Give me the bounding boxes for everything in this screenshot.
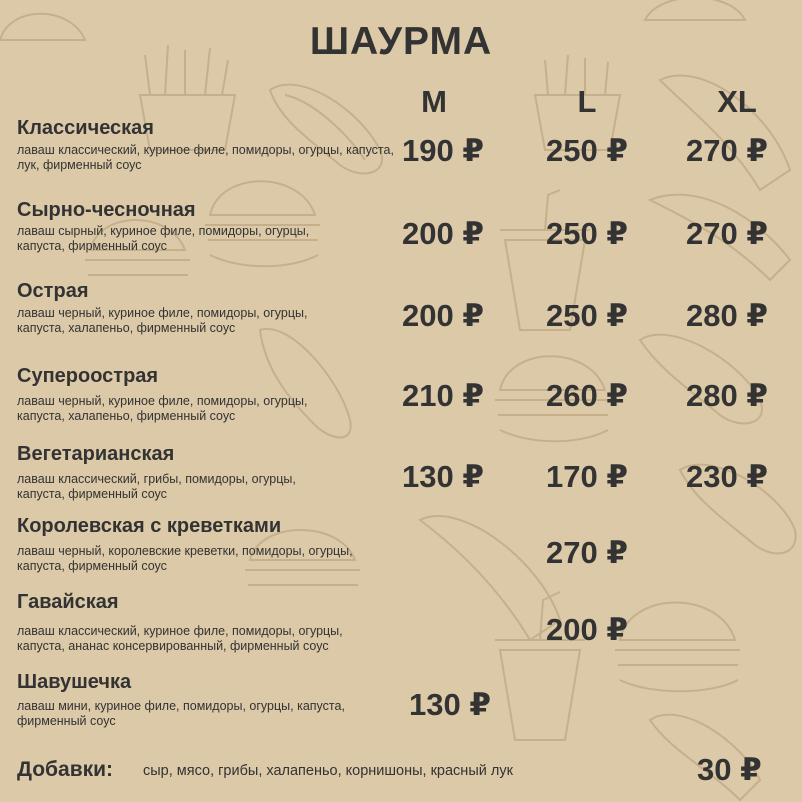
price-xl: 270 ₽ [686, 133, 768, 168]
price-l: 270 ₽ [546, 535, 628, 570]
size-m-header: M [421, 84, 447, 119]
price-m: 210 ₽ [402, 378, 484, 413]
price-xl: 270 ₽ [686, 216, 768, 251]
item-name: Острая [17, 280, 89, 302]
item-description: лаваш сырный, куриное филе, помидоры, огурцы, капуста, фирменный соус [17, 224, 310, 253]
size-l-header: L [577, 84, 597, 119]
price-l: 170 ₽ [546, 459, 628, 494]
price-l: 260 ₽ [546, 378, 628, 413]
price-l: 250 ₽ [546, 298, 628, 333]
price-m: 130 ₽ [402, 459, 484, 494]
price-l: 250 ₽ [546, 216, 628, 251]
item-description: лаваш классический, куриное филе, помидоры, огурцы, капуста, ананас консервированный, фирменный соус [17, 624, 343, 653]
addons-price: 30 ₽ [697, 752, 762, 787]
item-name: Супероострая [17, 365, 159, 387]
price-xl: 280 ₽ [686, 298, 768, 333]
addons-list: сыр, мясо, грибы, халапеньо, корнишоны, красный лук [143, 763, 513, 779]
item-description: лаваш черный, куриное филе, помидоры, огурцы, капуста, халапеньо, фирменный соус [17, 394, 308, 423]
price-l: 250 ₽ [546, 133, 628, 168]
price-xl: 280 ₽ [686, 378, 768, 413]
item-description: лаваш мини, куриное филе, помидоры, огурцы, капуста, фирменный соус [17, 699, 345, 728]
item-description: лаваш черный, королевские креветки, помидоры, огурцы, капуста, фирменный соус [17, 544, 353, 573]
price-m: 200 ₽ [402, 298, 484, 333]
wrap-icon-2 [420, 516, 560, 640]
price-xl: 230 ₽ [686, 459, 768, 494]
item-name: Гавайская [17, 591, 119, 613]
size-xl-header: XL [717, 84, 757, 119]
item-description: лаваш классический, грибы, помидоры, огурцы, капуста, фирменный соус [17, 472, 296, 501]
item-description: лаваш классический, куриное филе, помидоры, огурцы, капуста, лук, фирменный соус [17, 143, 394, 172]
item-description: лаваш черный, куриное филе, помидоры, огурцы, капуста, халапеньо, фирменный соус [17, 306, 308, 335]
price-m: 200 ₽ [402, 216, 484, 251]
burger-icon-3 [615, 603, 740, 692]
item-name: Шавушечка [17, 671, 132, 693]
menu-title: ШАУРМА [309, 20, 493, 63]
item-name: Сырно-чесночная [17, 199, 196, 221]
price-l: 200 ₽ [546, 612, 628, 647]
item-name: Классическая [17, 117, 154, 139]
addons-label: Добавки: [17, 758, 114, 781]
price-m: 190 ₽ [402, 133, 484, 168]
item-name: Королевская с креветками [17, 515, 282, 537]
price-single: 130 ₽ [409, 687, 491, 722]
item-name: Вегетарианская [17, 443, 175, 465]
